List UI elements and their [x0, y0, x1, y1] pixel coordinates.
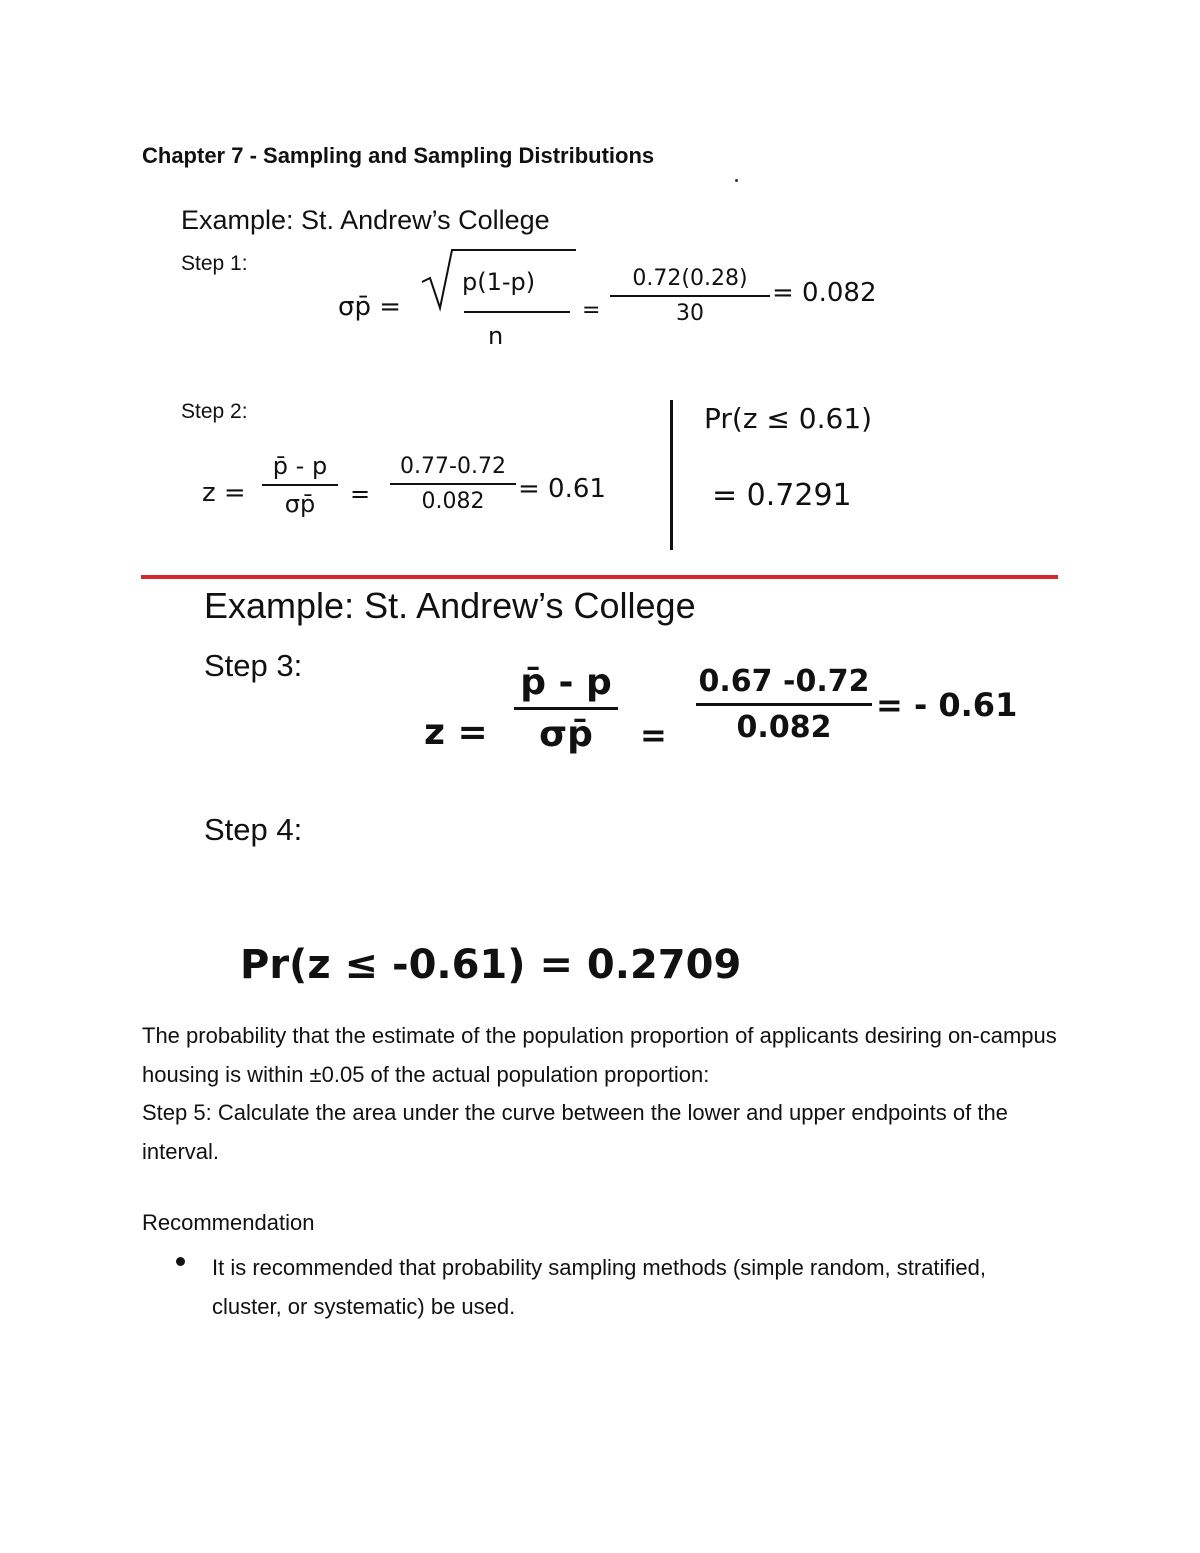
step2-denominator2: 0.082: [421, 489, 485, 514]
step3-fraction1: [514, 662, 618, 755]
step1-equals: =: [582, 298, 601, 323]
step3-numerator1: p̄ - p: [520, 662, 612, 703]
step1-denominator: 30: [676, 301, 704, 326]
step3-label: Step 3:: [204, 648, 303, 683]
step4-label: Step 4:: [204, 812, 303, 847]
example1-title: Example: St. Andrew’s College: [181, 205, 550, 235]
fraction-bar: [610, 295, 770, 297]
step1-fraction: [610, 266, 770, 326]
recommendation-title: Recommendation: [142, 1210, 315, 1235]
step2-result: = 0.61: [518, 474, 606, 504]
bullet-icon: [176, 1257, 185, 1266]
step3-equals: =: [640, 716, 667, 754]
step2-equals: =: [350, 480, 371, 508]
paragraph-line2: Step 5: Calculate the area under the curve between the lower and upper endpoints of the interval.: [142, 1100, 1008, 1164]
vertical-separator: [670, 400, 673, 550]
step1-sqrt-numerator: p(1-p): [462, 268, 536, 296]
paragraph-line1: The probability that the estimate of the population proportion of applicants desiring on-campus housing is within ±0.05 of the actual population proportion:: [142, 1023, 1057, 1087]
recommendation-bullet: It is recommended that probability sampling methods (simple random, stratified, cluster, or systematic) be used.: [212, 1255, 987, 1319]
step1-lhs: σp̄ =: [338, 292, 402, 322]
step2-numerator2: 0.77-0.72: [400, 454, 506, 479]
step3-result: = - 0.61: [876, 686, 1018, 724]
step2-probability: Pr(z ≤ 0.61): [704, 402, 873, 435]
fraction-bar: [696, 703, 872, 706]
fraction-bar: [390, 483, 516, 485]
fraction-bar: [262, 484, 338, 486]
stray-dot: [735, 179, 738, 182]
fraction-bar: [514, 707, 618, 710]
example2-title: Example: St. Andrew’s College: [204, 585, 696, 626]
body-paragraph: [142, 1017, 1062, 1171]
step3-denominator1: σp̄: [539, 714, 593, 755]
step1-numerator: 0.72(0.28): [632, 266, 748, 291]
red-divider: [141, 575, 1058, 579]
step2-fraction2: [390, 454, 516, 514]
step4-formula: Pr(z ≤ -0.61) = 0.2709: [240, 942, 742, 988]
step2-probability-result: = 0.7291: [712, 478, 852, 513]
step2-fraction1: [262, 452, 338, 518]
step1-sqrt-denominator: n: [488, 322, 504, 350]
step1-result: = 0.082: [772, 278, 877, 308]
step2-lhs: z =: [202, 478, 246, 508]
step3-numerator2: 0.67 -0.72: [698, 664, 870, 699]
step3-fraction2: [696, 664, 872, 745]
step3-lhs: z =: [424, 712, 488, 753]
chapter-title: Chapter 7 - Sampling and Sampling Distributions: [142, 143, 655, 168]
step2-numerator1: p̄ - p: [272, 452, 328, 480]
step1-label: Step 1:: [181, 252, 248, 275]
step2-label: Step 2:: [181, 400, 248, 423]
step2-denominator1: σp̄: [284, 490, 316, 518]
step3-denominator2: 0.082: [736, 710, 832, 745]
